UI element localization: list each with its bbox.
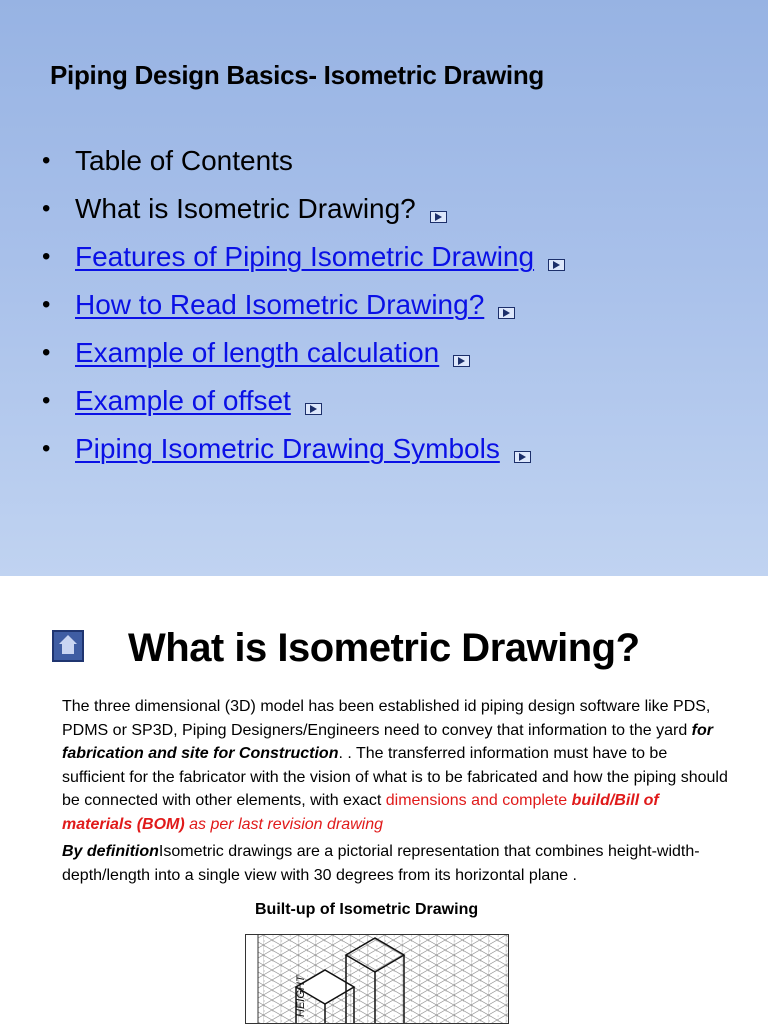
toc-item[interactable] (42, 334, 565, 382)
table-of-contents (42, 142, 565, 478)
play-button-icon[interactable] (305, 403, 322, 415)
paragraph-intro: The three dimensional (3D) model has been established id piping design software like PDS, PDMS or SP3D, Piping Designers/Engineers need to convey that information to the yard for fabrication and site for Construction. . The transferred information must have to be sufficient for the fabricator with the vision of what is to be fabricated and how the piping should be connected with other elements, with exact dimensions and complete build/Bill of materials (BOM) as per last revision drawing (62, 698, 728, 833)
section-title: What is Isometric Drawing? (128, 626, 640, 670)
highlight-bom: build/Bill of materials (BOM) (62, 792, 659, 833)
isometric-grid-image (246, 935, 509, 1024)
play-button-icon[interactable] (514, 451, 531, 463)
toc-item[interactable] (42, 430, 565, 478)
paragraph-definition: By definitionIsometric drawings are a pictorial representation that combines height-width-depth/length into a single view with 30 degrees from its horizontal plane . (62, 843, 700, 884)
play-button-icon[interactable] (430, 211, 447, 223)
body-text (62, 695, 732, 887)
definition-label: By definition (62, 843, 159, 860)
toc-item[interactable] (42, 238, 565, 286)
play-button-icon[interactable] (498, 307, 515, 319)
toc-item[interactable] (42, 382, 565, 430)
toc-item (42, 190, 565, 238)
play-button-icon[interactable] (453, 355, 470, 367)
bullet-icon: • (42, 339, 51, 366)
toc-link[interactable]: How to Read Isometric Drawing? (75, 289, 485, 320)
bullet-icon: • (42, 387, 51, 414)
height-label: HEIGHT (295, 975, 307, 1017)
bullet-icon: • (42, 147, 51, 174)
highlight: dimensions and complete (385, 792, 572, 809)
toc-link[interactable]: Example of length calculation (75, 337, 440, 368)
toc-link[interactable]: Piping Isometric Drawing Symbols (75, 433, 500, 464)
home-icon[interactable] (52, 630, 84, 662)
bullet-icon: • (42, 291, 51, 318)
toc-label: Table of Contents (75, 145, 293, 176)
toc-item (42, 142, 565, 190)
highlight-revision: as per last revision drawing (184, 815, 384, 833)
emphasis: for fabrication and site for Construction (62, 721, 713, 762)
toc-item[interactable] (42, 286, 565, 334)
figure-caption: Built-up of Isometric Drawing (255, 901, 479, 918)
isometric-figure (245, 934, 509, 1024)
toc-link[interactable]: Features of Piping Isometric Drawing (75, 241, 535, 272)
toc-label: What is Isometric Drawing? (75, 193, 416, 224)
bullet-icon: • (42, 195, 51, 222)
toc-link[interactable]: Example of offset (75, 385, 291, 416)
play-button-icon[interactable] (548, 259, 565, 271)
slide-isometric (0, 576, 768, 1024)
bullet-icon: • (42, 435, 51, 462)
bullet-icon: • (42, 243, 51, 270)
slide-title: Piping Design Basics- Isometric Drawing (50, 60, 544, 90)
